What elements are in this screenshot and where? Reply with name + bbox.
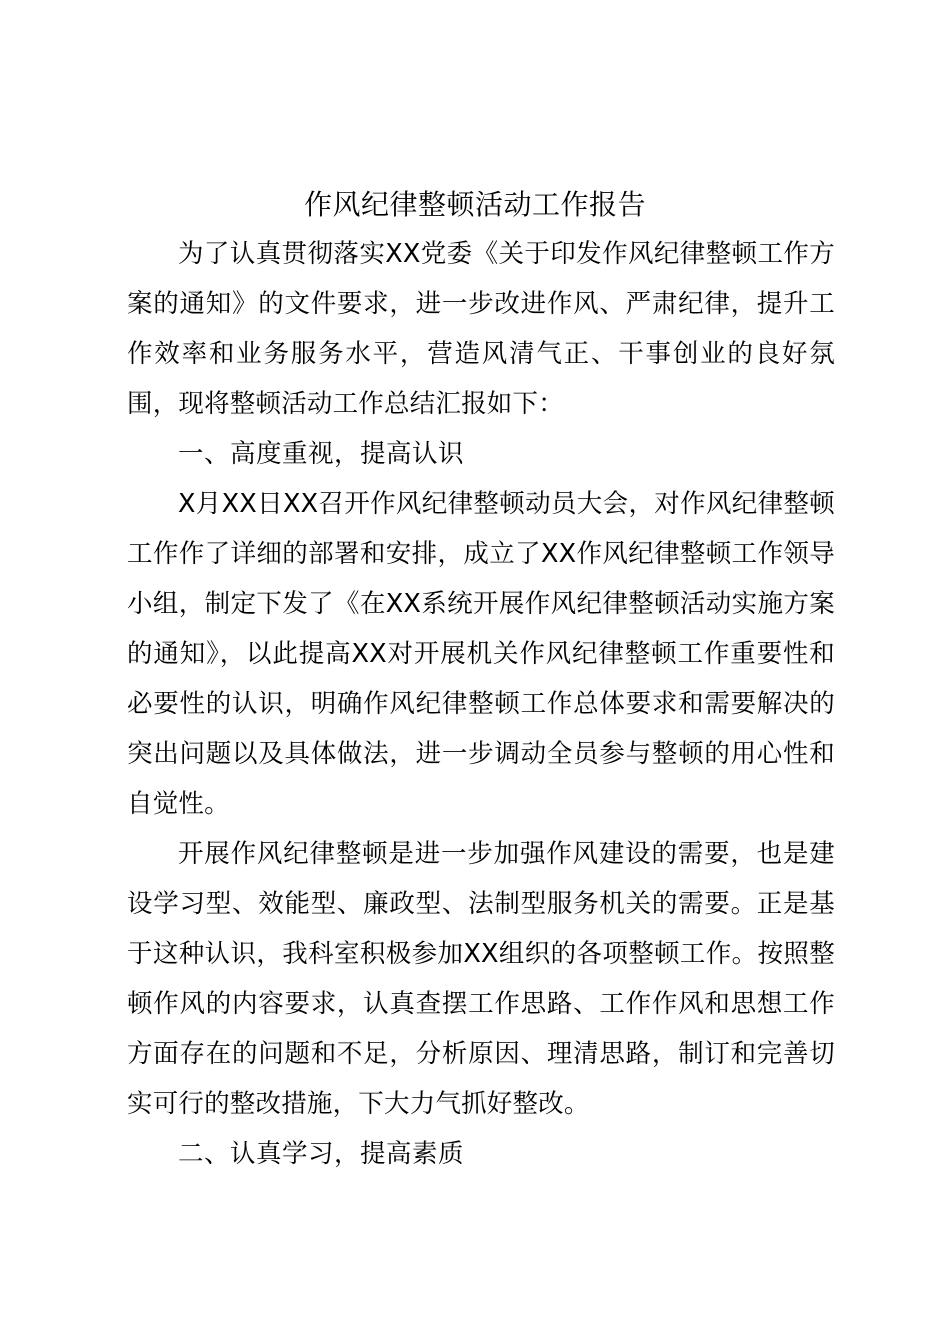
document-title: 作风纪律整顿活动工作报告 [303,188,646,221]
document-body [127,229,835,1179]
section-heading-2: 二、认真学习，提高素质 [178,1139,465,1169]
intro-paragraph: 为了认真贯彻落实XX党委《关于印发作风纪律整顿工作方案的通知》的文件要求，进一步改进作风、严肃纪律，提升工作效率和业务服务水平，营造风清气正、干事创业的良好氛围，现将整顿活动工作总结汇报如下： [127,239,835,419]
body-paragraph-2: 开展作风纪律整顿是进一步加强作风建设的需要，也是建设学习型、效能型、廉政型、法制型服务机关的需要。正是基于这种认识，我科室积极参加XX组织的各项整顿工作。按照整顿作风的内容要求，认真查摆工作思路、工作作风和思想工作方面存在的问题和不足，分析原因、理清思路，制订和完善切实可行的整改措施，下大力气抓好整改。 [127,839,835,1119]
section-heading-1: 一、高度重视，提高认识 [178,439,465,469]
body-paragraph-1: X月XX日XX召开作风纪律整顿动员大会，对作风纪律整顿工作作了详细的部署和安排，成立了XX作风纪律整顿工作领导小组，制定下发了《在XX系统开展作风纪律整顿活动实施方案的通知》，以此提高XX对开展机关作风纪律整顿工作重要性和必要性的认识，明确作风纪律整顿工作总体要求和需要解决的突出问题以及具体做法，进一步调动全员参与整顿的用心性和自觉性。 [127,489,835,819]
